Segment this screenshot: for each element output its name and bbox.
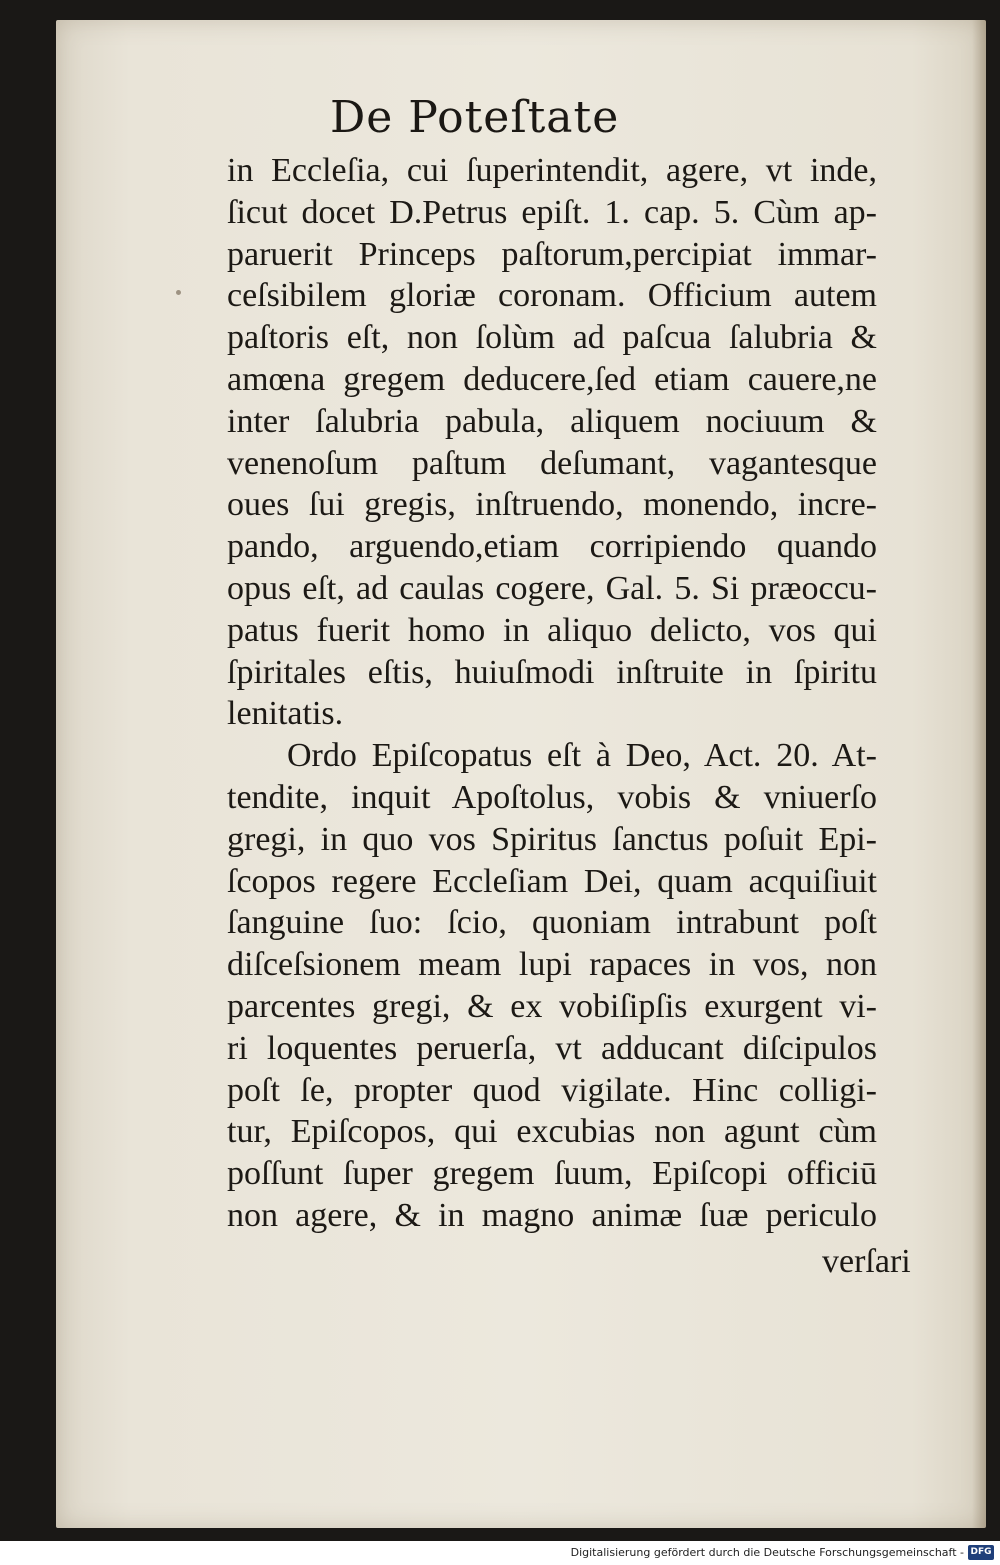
text-line: non agere, & in magno animæ ſuæ periculo	[227, 1196, 877, 1234]
text-line: amœna gregem deducere,ſed etiam cauere,ne	[227, 360, 877, 398]
text-line: parcentes gregi, & ex vobiſipſis exurgent vi-	[227, 987, 877, 1025]
text-line: paruerit Princeps paſtorum,percipiat immar-	[227, 235, 877, 273]
text-line: opus eſt, ad caulas cogere, Gal. 5. Si præoccu-	[227, 569, 877, 607]
text-line: ſicut docet D.Petrus epiſt. 1. cap. 5. Cùm ap-	[227, 193, 877, 231]
digitization-footer	[0, 1541, 1000, 1565]
text-line: poſſunt ſuper gregem ſuum, Epiſcopi officiū	[227, 1155, 877, 1193]
text-line: tendite, inquit Apoſtolus, vobis & vniuerſo	[227, 778, 877, 816]
catchword: verſari	[822, 1243, 911, 1280]
text-line: poſt ſe, propter quod vigilate. Hinc colligi-	[227, 1071, 877, 1109]
text-line: ſpiritales eſtis, huiuſmodi inſtruite in ſpiritu	[227, 653, 877, 691]
funding-credit: Digitalisierung gefördert durch die Deutsche Forschungsgemeinschaft -	[570, 1546, 964, 1559]
paragraph-start-line: Ordo Epiſcopatus eſt à Deo, Act. 20. At-	[287, 737, 877, 775]
text-line: venenoſum paſtum deſumant, vagantesque	[227, 444, 877, 482]
text-line: paſtoris eſt, non ſolùm ad paſcua ſalubria &	[227, 319, 877, 357]
text-line: gregi, in quo vos Spiritus ſanctus poſuit Epi-	[227, 820, 877, 858]
body-text	[227, 150, 877, 1237]
text-line: oues ſui gregis, inſtruendo, monendo, incre-	[227, 486, 877, 524]
text-line: patus fuerit homo in aliquo delicto, vos qui	[227, 611, 877, 649]
running-head: De Poteſtate	[330, 92, 620, 143]
ink-smudge	[176, 290, 181, 295]
text-line: diſceſsionem meam lupi rapaces in vos, non	[227, 946, 877, 984]
text-line: in Eccleſia, cui ſuperintendit, agere, vt inde,	[227, 152, 877, 189]
text-line: ſanguine ſuo: ſcio, quoniam intrabunt poſt	[227, 904, 877, 942]
text-line: ſcopos regere Eccleſiam Dei, quam acquiſiuit	[227, 862, 877, 900]
text-line: pando, arguendo,etiam corripiendo quando	[227, 528, 877, 566]
dfg-logo-icon: DFG	[968, 1545, 994, 1560]
text-line: ceſsibilem gloriæ coronam. Officium autem	[227, 277, 877, 315]
text-line: ri loquentes peruerſa, vt adducant diſcipulos	[227, 1029, 877, 1067]
text-line: inter ſalubria pabula, aliquem nociuum &	[227, 402, 877, 440]
text-line: lenitatis.	[227, 695, 344, 733]
text-line: tur, Epiſcopos, qui excubias non agunt cùm	[227, 1113, 877, 1151]
page-edge-shadow	[972, 20, 986, 1528]
